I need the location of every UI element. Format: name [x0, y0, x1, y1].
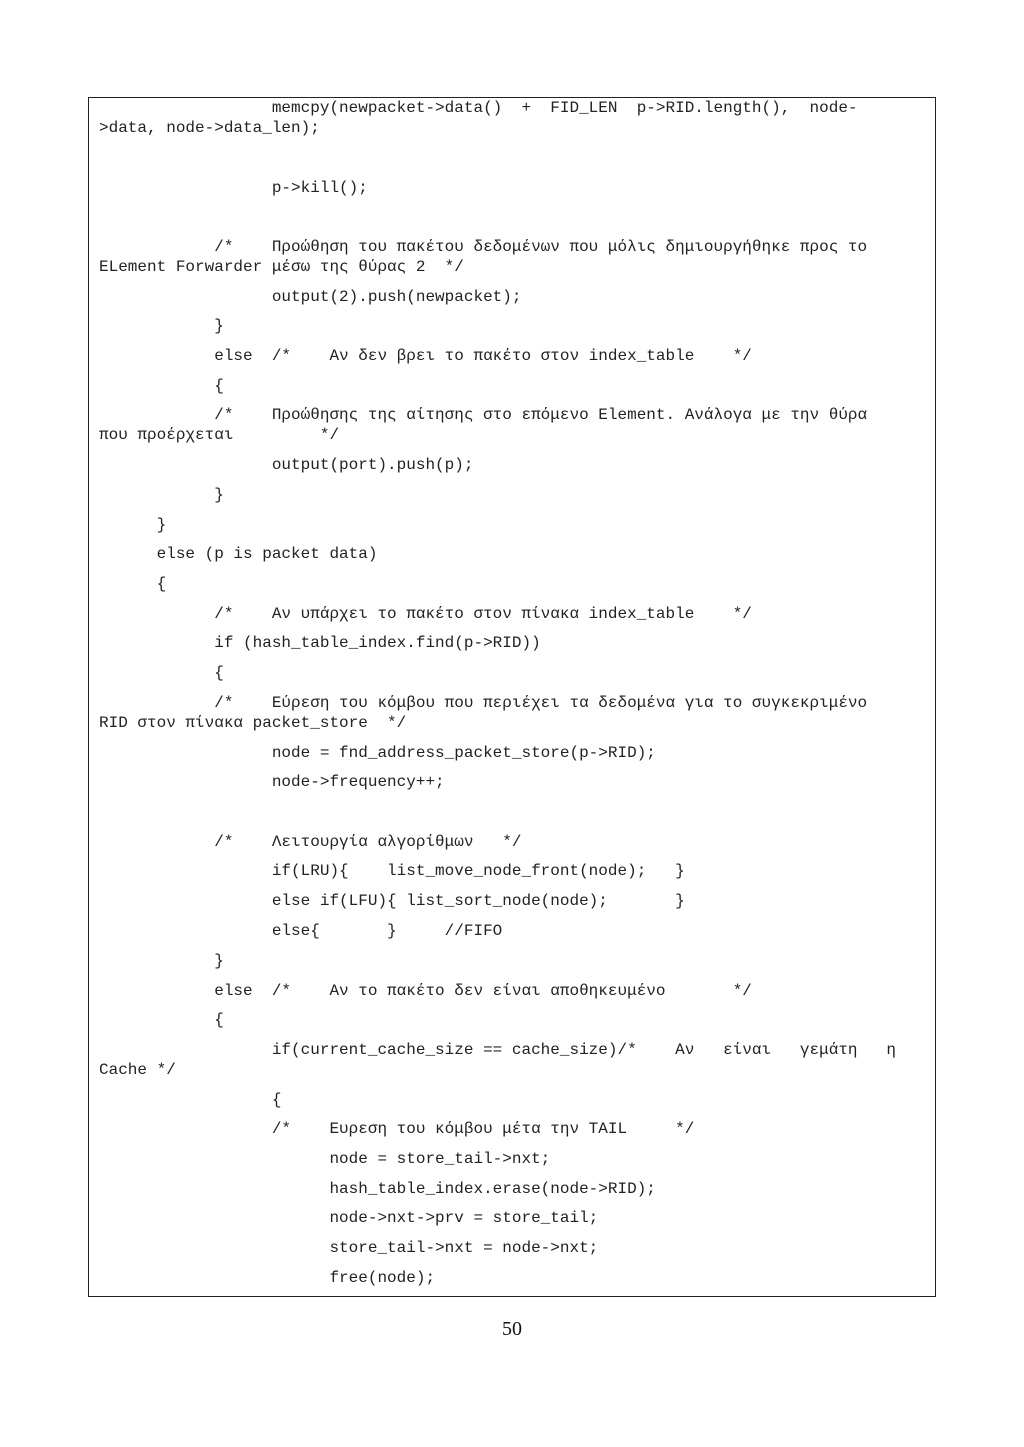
code-line: else (p is packet data)	[99, 545, 378, 563]
code-line: {	[99, 575, 167, 593]
code-line: else /* Αν δεν βρει το πακέτο στον index_table */	[99, 347, 752, 365]
code-line: /* Αν υπάρχει το πακέτο στον πίνακα index_table */	[99, 605, 752, 623]
code-line: {	[99, 377, 224, 395]
code-line: else{ } //FIFO	[99, 922, 503, 940]
code-line: node->frequency++;	[99, 773, 445, 791]
code-line: Cache */	[99, 1061, 176, 1079]
code-line: }	[99, 516, 167, 534]
code-line: if (hash_table_index.find(p->RID))	[99, 634, 541, 652]
code-line: store_tail->nxt = node->nxt;	[99, 1239, 599, 1257]
code-line: /* Προώθηση του πακέτου δεδομένων που μόλις δημιουργήθηκε προς το	[99, 238, 868, 256]
code-line: if(current_cache_size == cache_size)/* Αν είναι γεμάτη η	[99, 1041, 896, 1059]
code-line: {	[99, 664, 224, 682]
code-line: }	[99, 317, 224, 335]
code-line: output(2).push(newpacket);	[99, 288, 522, 306]
code-line: }	[99, 486, 224, 504]
code-line: }	[99, 952, 224, 970]
code-line: {	[99, 1011, 224, 1029]
code-line: if(LRU){ list_move_node_front(node); }	[99, 862, 685, 880]
code-line: /* Προώθησης της αίτησης στο επόμενο Element. Ανάλογα με την θύρα	[99, 406, 868, 424]
code-line: /* Λειτουργία αλγορίθμων */	[99, 833, 522, 851]
code-line: hash_table_index.erase(node->RID);	[99, 1180, 656, 1198]
code-line: p->kill();	[99, 179, 368, 197]
code-line: >data, node->data_len);	[99, 119, 320, 137]
code-line: ELement Forwarder μέσω της θύρας 2 */	[99, 258, 464, 276]
code-line: else /* Αν το πακέτο δεν είναι αποθηκευμένο */	[99, 982, 752, 1000]
code-line: else if(LFU){ list_sort_node(node); }	[99, 892, 685, 910]
code-line: memcpy(newpacket->data() + FID_LEN p->RID.length(), node-	[99, 99, 858, 117]
code-line: {	[99, 1091, 282, 1109]
code-line: node->nxt->prv = store_tail;	[99, 1209, 599, 1227]
code-line: node = store_tail->nxt;	[99, 1150, 551, 1168]
page-number: 50	[502, 1318, 522, 1340]
code-line: node = fnd_address_packet_store(p->RID);	[99, 744, 656, 762]
code-listing-box	[88, 97, 936, 1297]
code-line: RID στον πίνακα packet_store */	[99, 714, 407, 732]
code-line: που προέρχεται */	[99, 426, 340, 444]
code-line: output(port).push(p);	[99, 456, 474, 474]
code-line: /* Ευρεση του κόμβου μέτα την TAIL */	[99, 1120, 695, 1138]
code-line: /* Εύρεση του κόμβου που περιέχει τα δεδομένα για το συγκεκριμένο	[99, 694, 868, 712]
code-line: free(node);	[99, 1269, 436, 1287]
